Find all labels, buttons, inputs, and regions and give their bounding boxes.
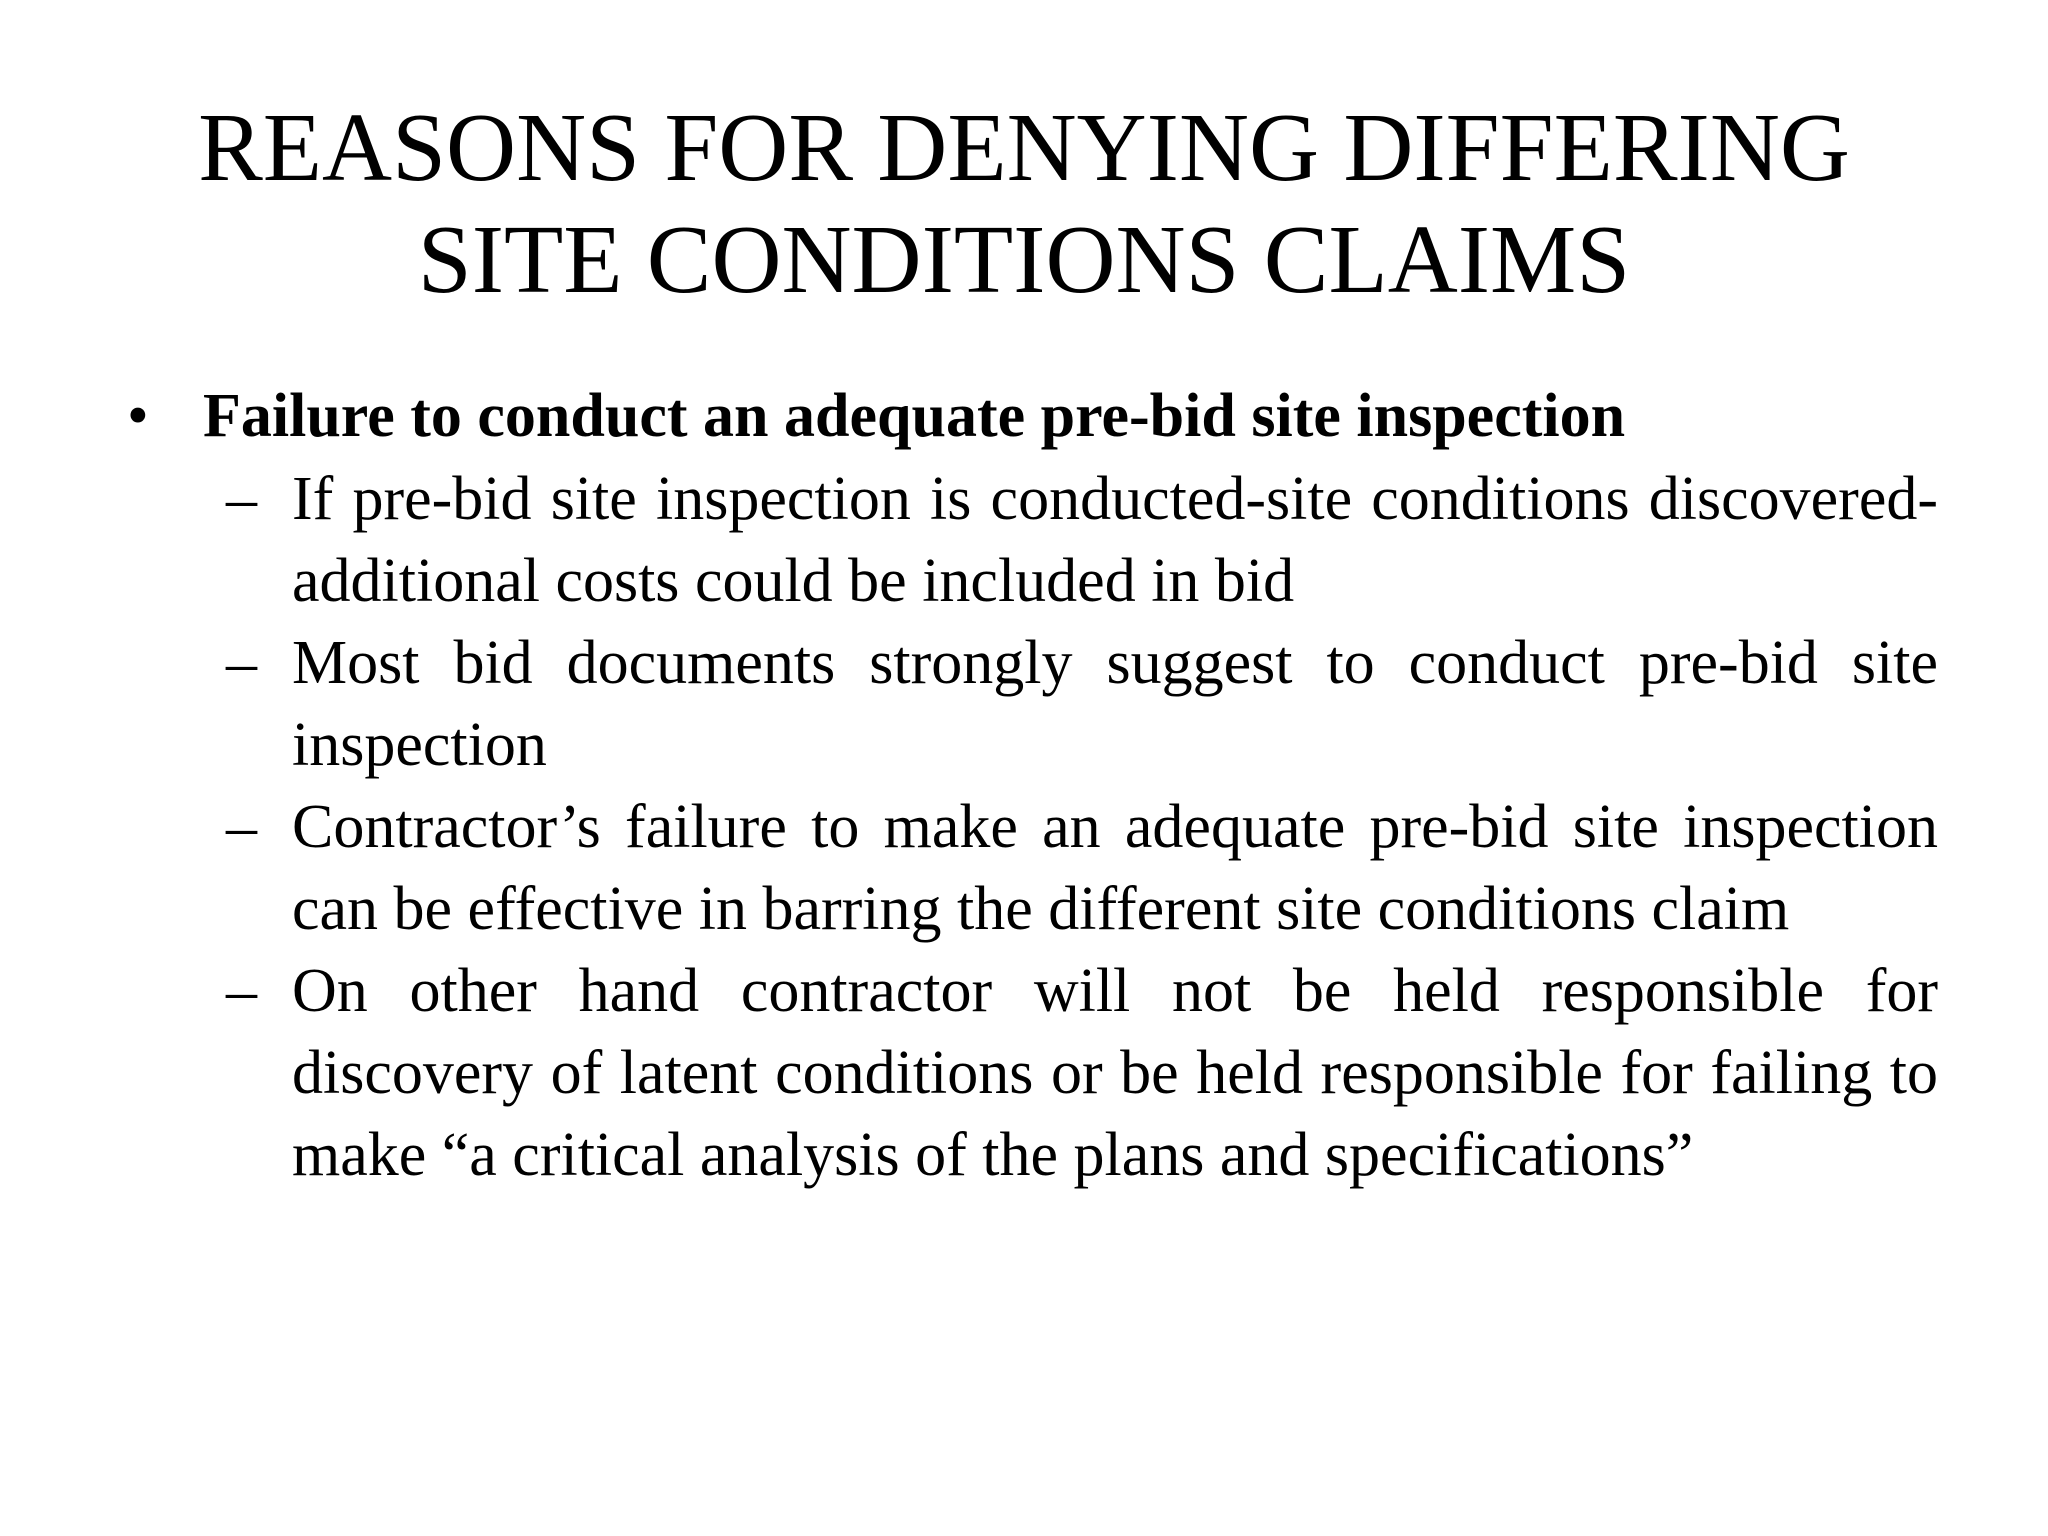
- sub-item-dash: –: [226, 629, 257, 697]
- sub-item-text: If pre-bid site inspection is conducted-site conditions discovered-additional costs could be included in bid: [292, 465, 1938, 615]
- sub-item-text: Contractor’s failure to make an adequate pre-bid site inspection can be effective in barring the different site conditions claim: [292, 793, 1938, 943]
- sub-item-dash: –: [226, 793, 257, 861]
- sub-item-text: On other hand contractor will not be held responsible for discovery of latent conditions or be held responsible for failing to make “a critical analysis of the plans and specifications”: [292, 957, 1938, 1189]
- sub-item-dash: –: [226, 957, 257, 1025]
- bullet-item: [0, 374, 2048, 458]
- slide-content: [0, 374, 2048, 1196]
- sub-item-1: [226, 458, 1938, 622]
- bullet-marker: •: [127, 382, 149, 450]
- sub-item-3: [226, 786, 1938, 950]
- sub-item-2: [226, 622, 1938, 786]
- sub-item-4: [226, 950, 1938, 1196]
- sub-item-text: Most bid documents strongly suggest to conduct pre-bid site inspection: [292, 629, 1938, 779]
- sub-item-dash: –: [226, 465, 257, 533]
- slide-title: REASONS FOR DENYING DIFFERING SITE CONDITIONS CLAIMS: [198, 94, 1850, 313]
- bullet-text: Failure to conduct an adequate pre-bid site inspection: [203, 382, 1626, 450]
